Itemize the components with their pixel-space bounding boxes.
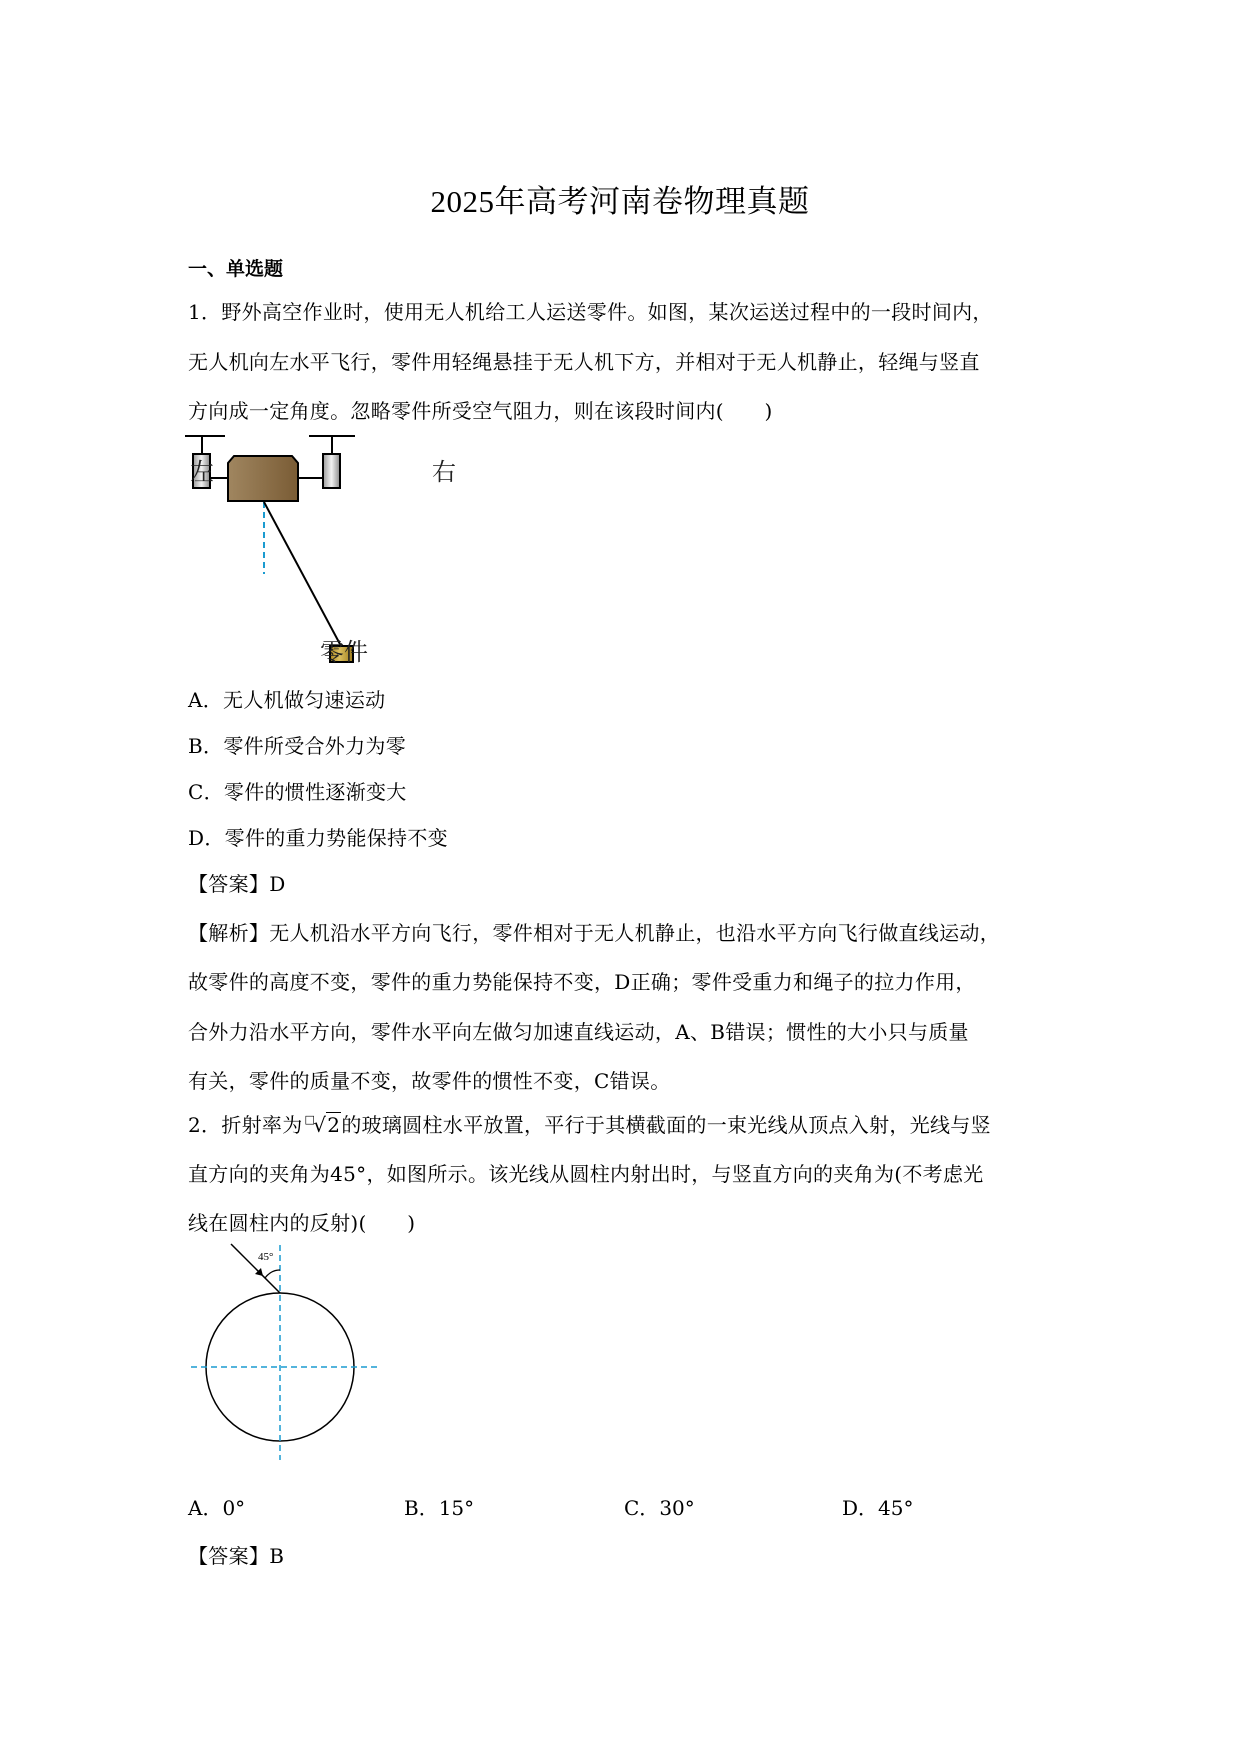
- angle-label: 45°: [258, 1251, 274, 1263]
- q2-stem-line-3: 线在圆柱内的反射)( ): [188, 1211, 416, 1235]
- option-text: 30°: [659, 1496, 695, 1520]
- q2-option-b[interactable]: [404, 1492, 474, 1521]
- q2-option-a[interactable]: [188, 1492, 245, 1521]
- q2-stem-suffix: 的玻璃圆柱水平放置，平行于其横截面的一束光线从顶点入射，光线与竖: [341, 1113, 991, 1137]
- label-left: 左: [190, 458, 214, 486]
- option-text: 零件所受合外力为零: [223, 734, 407, 758]
- sqrt-index: □: [304, 1113, 316, 1126]
- sqrt-expression: □√2: [304, 1113, 341, 1137]
- q1-analysis-line-2: 故零件的高度不变，零件的重力势能保持不变，D正确；零件受重力和绳子的拉力作用，: [188, 970, 976, 994]
- label-part: 零件: [320, 638, 368, 666]
- option-label: C．: [188, 780, 224, 804]
- label-right: 右: [432, 458, 456, 486]
- option-label: D．: [842, 1496, 879, 1520]
- q2-stem-line-1: [188, 1109, 991, 1138]
- q1-stem-line-3: 方向成一定角度。忽略零件所受空气阻力，则在该段时间内( ): [188, 399, 773, 423]
- option-label: B．: [188, 734, 224, 758]
- q2-answer: 【答案】B: [188, 1544, 285, 1568]
- q1-option-c[interactable]: [188, 776, 407, 805]
- q2-option-d[interactable]: [842, 1492, 914, 1521]
- q2-stem-prefix: 2．折射率为: [188, 1113, 303, 1137]
- q2-stem-line-2: 直方向的夹角为45°，如图所示。该光线从圆柱内射出时，与竖直方向的夹角为(不考虑光: [188, 1162, 984, 1186]
- cylinder-diagram: [185, 1240, 395, 1465]
- q2-option-c[interactable]: [624, 1492, 695, 1521]
- q1-analysis-line-3: 合外力沿水平方向，零件水平向左做匀加速直线运动，A、B错误；惯性的大小只与质量: [188, 1020, 969, 1044]
- q1-option-a[interactable]: [188, 684, 385, 713]
- sqrt-radicand: 2: [327, 1113, 341, 1137]
- option-label: A．: [188, 688, 224, 712]
- option-label: A．: [188, 1496, 223, 1520]
- q1-stem-line-2: 无人机向左水平飞行，零件用轻绳悬挂于无人机下方，并相对于无人机静止，轻绳与竖直: [188, 350, 980, 374]
- option-text: 无人机做匀速运动: [223, 688, 386, 712]
- option-text: 0°: [222, 1496, 246, 1520]
- q1-analysis-line-1: 【解析】无人机沿水平方向飞行，零件相对于无人机静止，也沿水平方向飞行做直线运动，: [188, 921, 1000, 945]
- option-label: C．: [624, 1496, 660, 1520]
- drone-diagram: [185, 430, 485, 670]
- q1-stem-line-1: 1．野外高空作业时，使用无人机给工人运送零件。如图，某次运送过程中的一段时间内，: [188, 300, 993, 324]
- option-text: 零件的重力势能保持不变: [224, 826, 448, 850]
- q1-answer: 【答案】D: [188, 872, 286, 896]
- q1-analysis-line-4: 有关，零件的质量不变，故零件的惯性不变，C错误。: [188, 1069, 671, 1093]
- cylinder-figure-svg: [185, 1240, 395, 1465]
- option-text: 15°: [438, 1496, 475, 1520]
- q1-option-d[interactable]: [188, 822, 448, 851]
- q1-option-b[interactable]: [188, 730, 406, 759]
- section-heading: 一、单选题: [188, 258, 284, 280]
- page-title: 2025年高考河南卷物理真题: [430, 184, 810, 219]
- option-label: D．: [188, 826, 225, 850]
- option-text: 零件的惯性逐渐变大: [223, 780, 407, 804]
- option-text: 45°: [878, 1496, 914, 1520]
- option-label: B．: [404, 1496, 439, 1520]
